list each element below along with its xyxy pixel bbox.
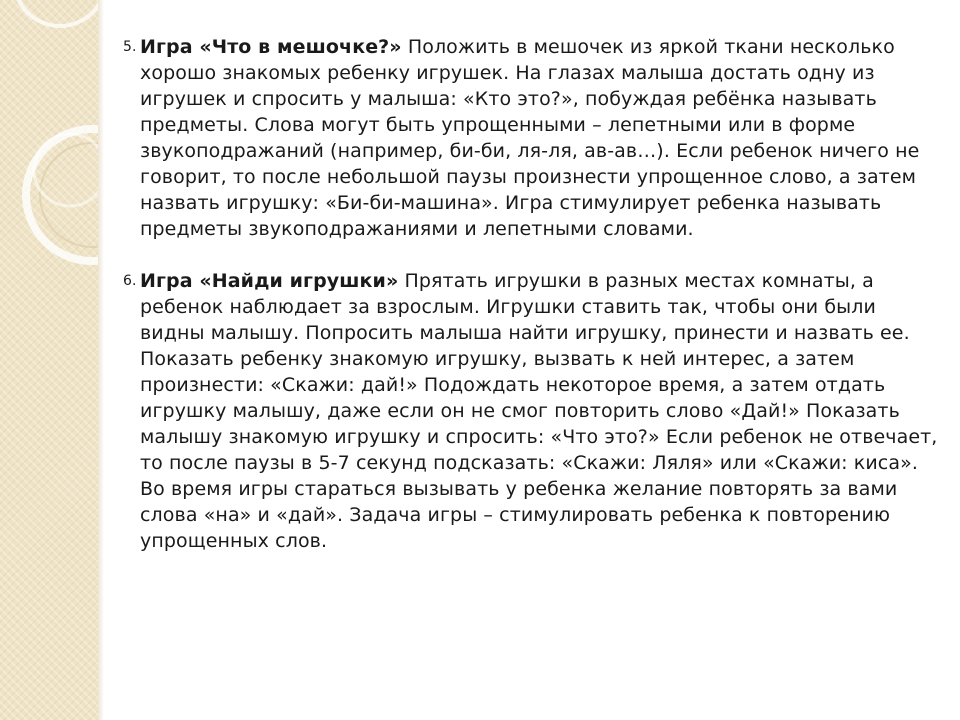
item-number: 6. (123, 273, 137, 289)
item-title: Игра «Найди игрушки» (140, 270, 399, 292)
decorative-rings (0, 0, 98, 720)
item-text: Положить в мешочек из яркой ткани несколько хорошо знакомых ребенку игрушек. На глазах малыша достать одну из игрушек и спросить у малыша: «Кто это?», побуждая ребёнка называть предметы. Слова могут быть упрощенными – лепетными или в форме звукоподражаний (например, би-би, ля-ля, ав-ав…). Если ребенок ничего не говорит, то после небольшой паузы произнести упрощенное слово, а затем назвать игрушку: «Би-би-машина». Игра стимулирует ребенка называть предметы звукоподражаниями и лепетными словами. (140, 36, 920, 240)
game-item-6 (120, 268, 940, 554)
decorative-side-panel (0, 0, 98, 720)
side-panel-edge (98, 0, 104, 720)
item-text: Прятать игрушки в разных местах комнаты, а ребенок наблюдает за взрослым. Игрушки ставить так, чтобы они были видны малышу. Попросить малыша найти игрушку, принести и назвать ее. Показать ребенку знакомую игрушку, вызвать к ней интерес, а затем произнести: «Скажи: дай!» Подождать некоторое время, а затем отдать игрушку малышу, даже если он не смог повторить слово «Дай!» Показать малышу знакомую игрушку и спросить: «Что это?» Если ребенок не отвечает, то после паузы в 5-7 секунд подсказать: «Скажи: Ляля» или «Скажи: киса». Во время игры стараться вызывать у ребенка желание повторять за вами слова «на» и «дай». Задача игры – стимулировать ребенка к повторению упрощенных слов. (140, 270, 938, 552)
item-number: 5. (123, 39, 137, 55)
slide-content (120, 34, 940, 554)
game-item-5 (120, 34, 940, 242)
item-title: Игра «Что в мешочке?» (140, 36, 402, 58)
